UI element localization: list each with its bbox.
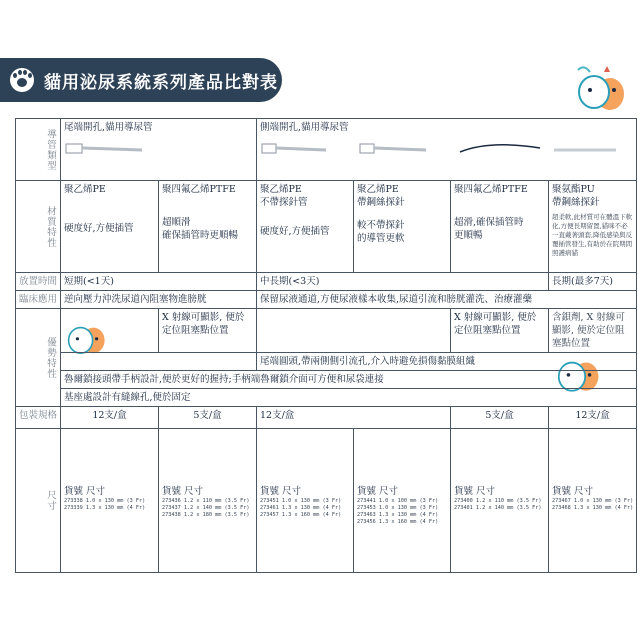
material-cell: 聚四氟乙烯PTFE 超滑,確保插管時 更順暢 bbox=[451, 181, 549, 273]
advantage-xray: X 射線可顯影, 便於 定位阻塞點位置 bbox=[451, 309, 549, 353]
row-header-duration: 放置時間 bbox=[16, 273, 61, 291]
packing-cell: 5支/盒 bbox=[159, 407, 257, 429]
comparison-table bbox=[15, 118, 637, 573]
row-header-clinical: 臨床應用 bbox=[16, 291, 61, 309]
advantage-empty bbox=[61, 353, 257, 371]
size-cell: 貨號 尺寸 273436 1.2 x 110 mm (3.5 Fr) 273437 1.2 x 140 mm (3.5 Fr) 273438 1.2 x 180 mm (3.5 Fr) bbox=[159, 429, 257, 573]
packing-cell: 12支/盒 bbox=[257, 407, 451, 429]
row-header-material: 材質特性 bbox=[16, 181, 61, 273]
material-cell: 聚四氟乙烯PTFE 超順滑 確保插管時更順暢 bbox=[159, 181, 257, 273]
clinical-a: 逆向壓力沖洗尿道內阻塞物進膀胱 bbox=[61, 291, 257, 309]
title-banner bbox=[0, 58, 282, 102]
packing-cell: 5支/盒 bbox=[451, 407, 549, 429]
group-a-header: 尾端開孔,貓用導尿管 bbox=[61, 119, 257, 181]
advantage-round-end: 尾端圓頭,帶兩側側引流孔,介入時避免損傷黏膜組織 bbox=[257, 353, 637, 371]
group-b-header: 側端開孔,貓用導尿管 bbox=[257, 119, 637, 181]
advantage-empty bbox=[61, 309, 159, 353]
catheter-side-icon bbox=[260, 138, 620, 160]
packing-cell: 12支/盒 bbox=[61, 407, 159, 429]
material-cell: 聚乙烯PE 硬度好,方便插管 bbox=[61, 181, 159, 273]
advantage-pu-xray: 含鋇劑, X 射線可顯影, 便於定位阻塞點位置 bbox=[549, 309, 637, 353]
row-header-type: 導管類型 bbox=[16, 119, 61, 181]
row-header-packing: 包裝規格 bbox=[16, 407, 61, 429]
row-header-size: 尺寸 bbox=[16, 429, 61, 573]
advantage-xray: X 射線可顯影, 便於 定位阻塞點位置 bbox=[159, 309, 257, 353]
paw-icon bbox=[10, 68, 34, 92]
size-cell: 貨號 尺寸 273338 1.0 x 130 mm (3 Fr) 273339 1.3 x 130 mm (4 Fr) bbox=[61, 429, 159, 573]
row-header-advantage: 優勢特性 bbox=[16, 309, 61, 407]
clinical-b: 保留尿液通道,方便尿液樣本收集,尿道引流和膀胱灌洗、治療灌藥 bbox=[257, 291, 637, 309]
advantage-empty bbox=[257, 309, 451, 353]
cat-mascot-icon bbox=[574, 64, 630, 114]
material-cell: 聚乙烯PE 不帶探針管 硬度好,方便插管 bbox=[257, 181, 354, 273]
size-cell: 貨號 尺寸 273451 1.0 x 130 mm (3 Fr) 273461 1.3 x 130 mm (4 Fr) 273457 1.3 x 160 mm (4 Fr) bbox=[257, 429, 354, 573]
duration-short: 短期(<1天) bbox=[61, 273, 257, 291]
size-cell: 貨號 尺寸 273441 1.0 x 100 mm (3 Fr) 273453 1.0 x 130 mm (3 Fr) 273463 1.3 x 130 mm (4 Fr) 273456 1.3 x 160 mm (4 Fr) bbox=[354, 429, 451, 573]
catheter-pe-icon bbox=[64, 138, 144, 160]
size-cell: 貨號 尺寸 273400 1.2 x 110 mm (3.5 Fr) 273401 1.2 x 140 mm (3.5 Fr) bbox=[451, 429, 549, 573]
material-cell: 聚氨酯PU 帶鋼絲探針 超柔軟,此材質可在體溫下軟化,方便長期留置,貓咪不必一直戴著頭套,降低感染與反覆插管發生,有助於在院期間照護病貓 bbox=[549, 181, 637, 273]
duration-mid: 中長期(<3天) bbox=[257, 273, 549, 291]
material-cell: 聚乙烯PE 帶鋼絲探針 較不帶探針 的導管更軟 bbox=[354, 181, 451, 273]
page-title: 貓用泌尿系統系列產品比對表 bbox=[44, 73, 278, 93]
size-cell: 貨號 尺寸 273467 1.0 x 130 mm (3 Fr) 273468 1.3 x 130 mm (4 Fr) bbox=[549, 429, 637, 573]
duration-long: 長期(最多7天) bbox=[549, 273, 637, 291]
advantage-suture: 基座處設計有縫線孔,便於固定 bbox=[61, 389, 637, 407]
advantage-luer: 魯爾鎖接頭帶手柄設計,便於更好的握持;手柄端魯爾鎖介面可方便和尿袋連接 bbox=[61, 371, 637, 389]
packing-cell: 12支/盒 bbox=[549, 407, 637, 429]
